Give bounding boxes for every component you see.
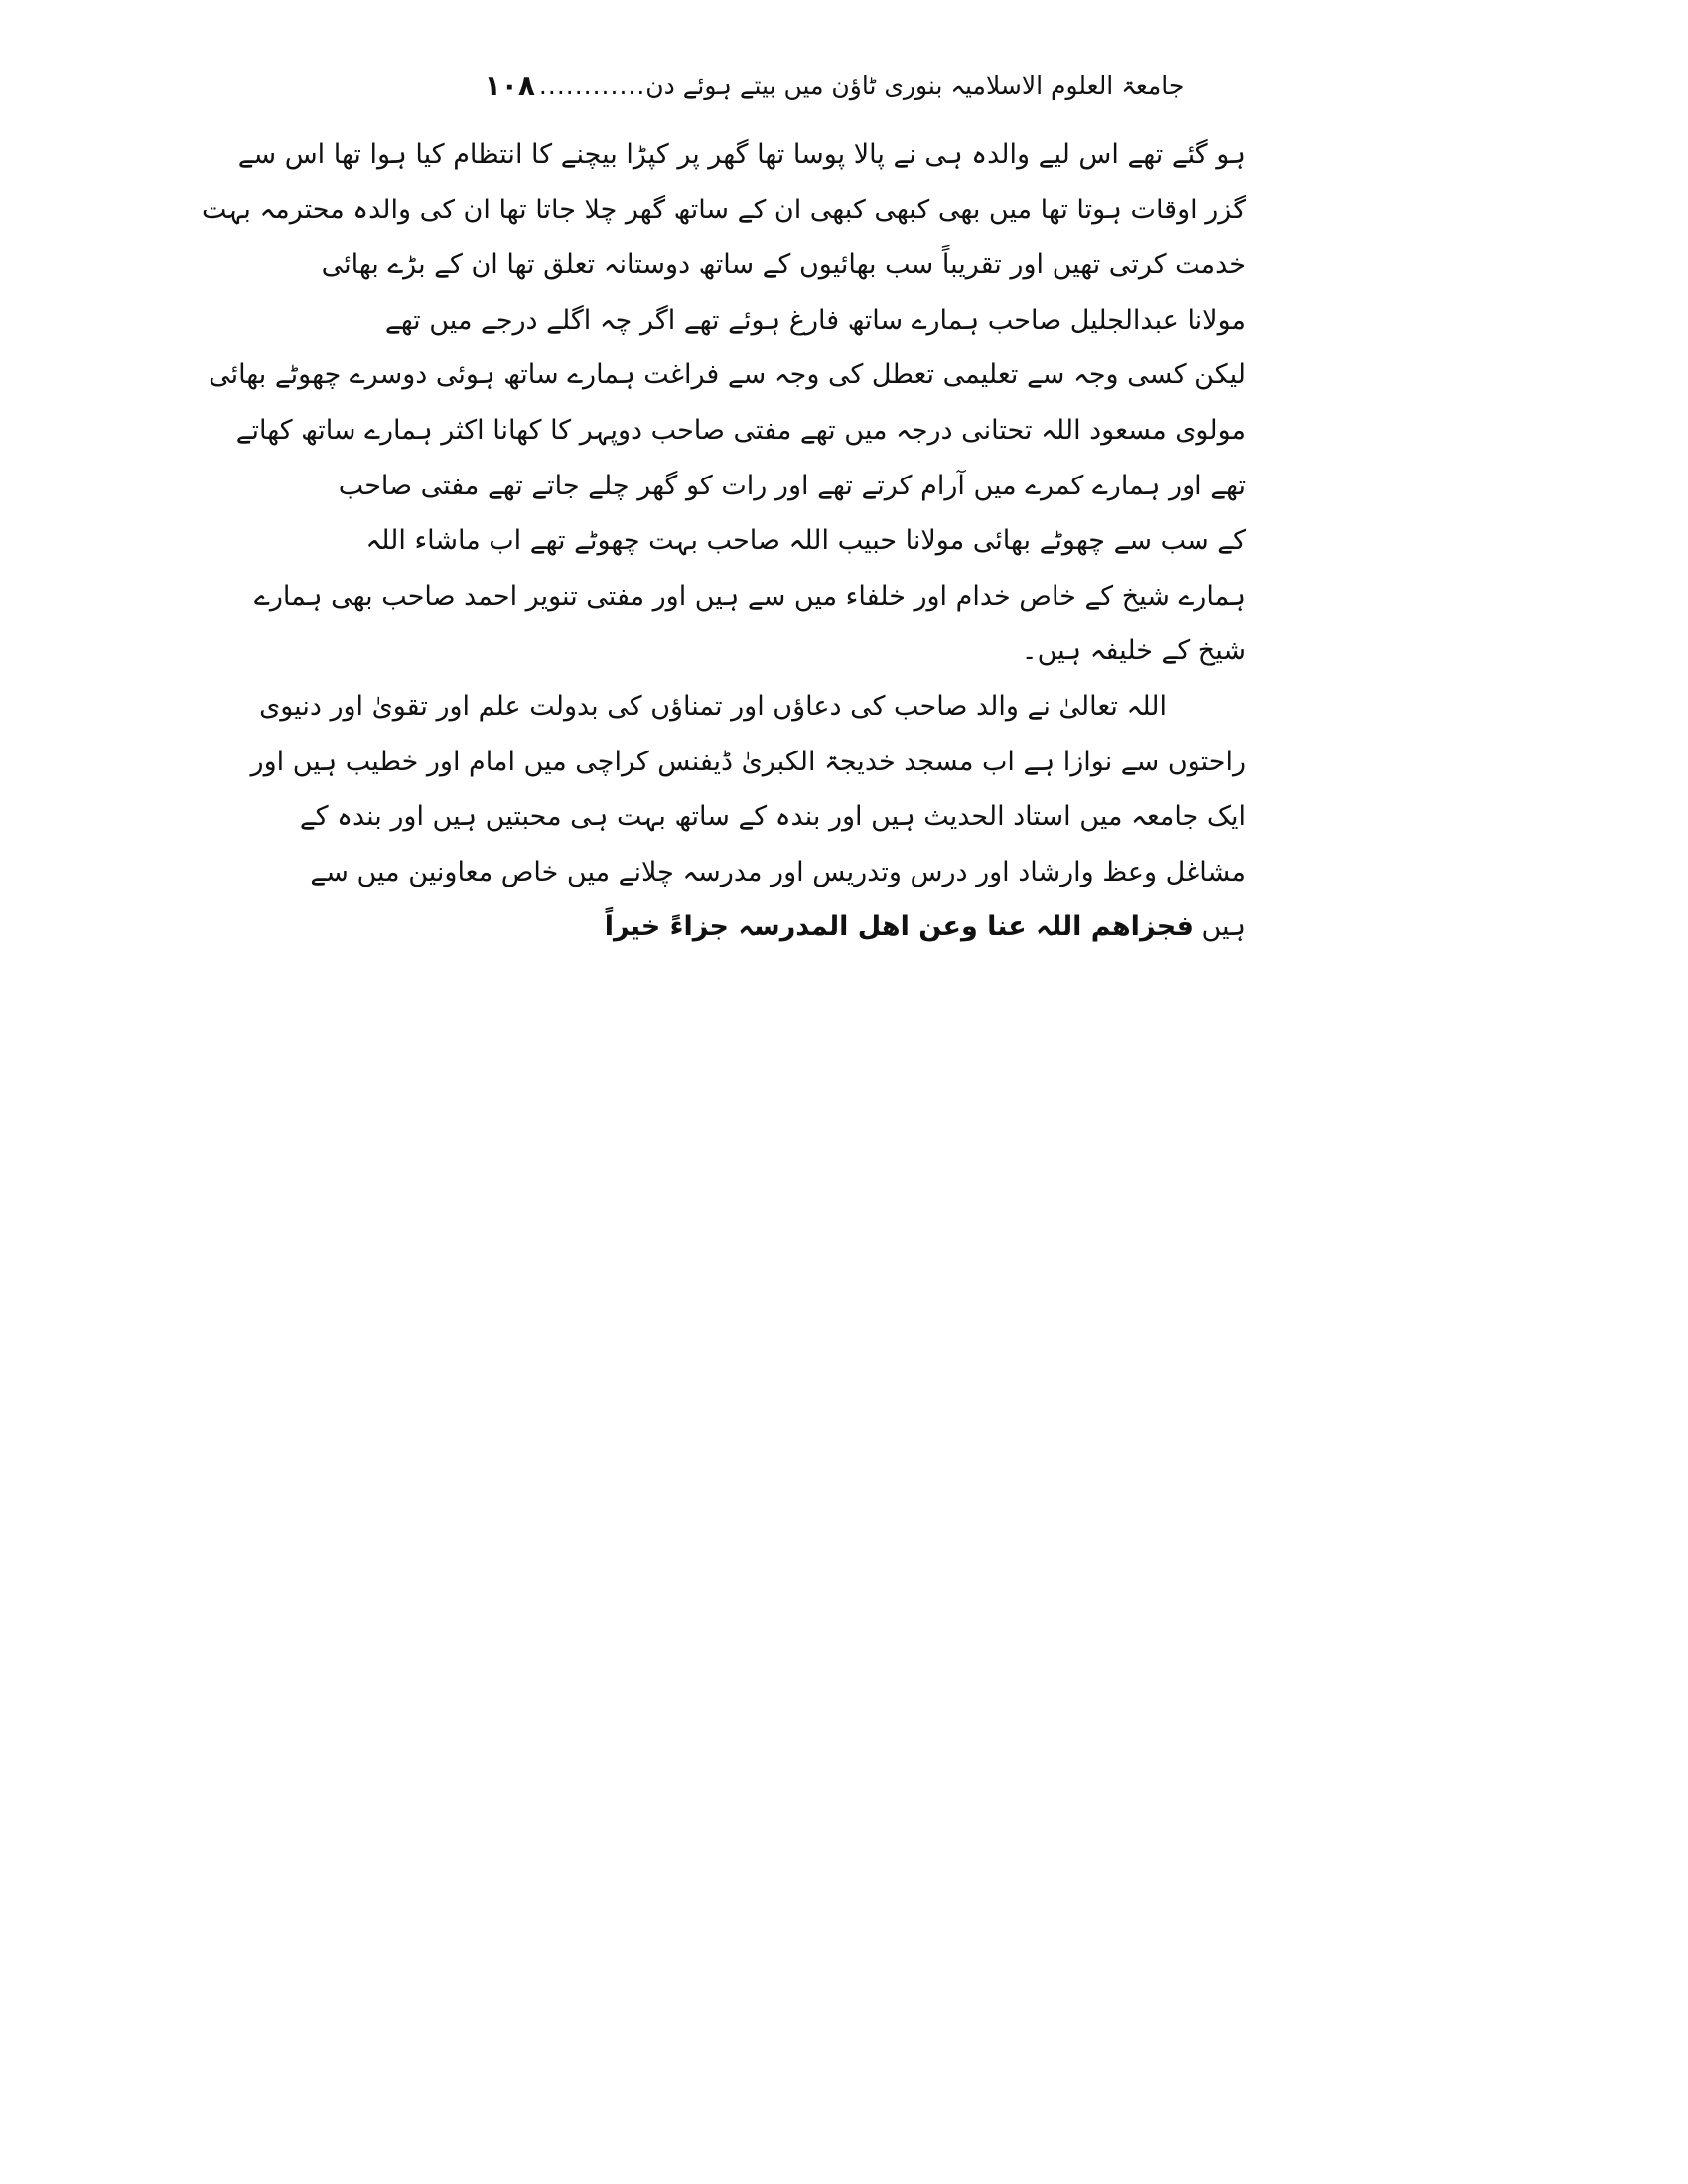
text-line: کے سب سے چھوٹے بھائی مولانا حبیب اللہ صاحب بہت چھوٹے تھے اب ماشاء اللہ <box>365 525 1246 557</box>
text-line: خدمت کرتی تھیں اور تقریباً سب بھائیوں کے ساتھ دوستانہ تعلق تھا ان کے بڑے بھائی <box>321 249 1246 281</box>
text-line: راحتوں سے نوازا ہے اب مسجد خدیجۃ الکبریٰ ڈیفنس کراچی میں امام اور خطیب ہیں اور <box>250 746 1246 777</box>
page-number: ۱۰۸ <box>484 68 535 102</box>
text-line: تھے اور ہمارے کمرے میں آرام کرتے تھے اور رات کو گھر چلے جاتے تھے مفتی صاحب <box>338 470 1246 501</box>
text-line: اللہ تعالیٰ نے والد صاحب کی دعاؤں اور تمناؤں کی بدولت علم اور تقویٰ اور دنیوی <box>259 690 1167 722</box>
text-line-final <box>422 899 1246 955</box>
header-leader-dots: ............ <box>538 70 646 100</box>
text-line: گزر اوقات ہوتا تھا میں بھی کبھی کبھی ان کے ساتھ گھر چلا جاتا تھا ان کی والدہ محترمہ بہت <box>202 194 1246 225</box>
running-header <box>422 62 1246 109</box>
body-text <box>202 127 1246 955</box>
paragraph-1 <box>202 127 1246 679</box>
closing-dua: فجزاھم اللہ عنا وعن اھل المدرسہ جزاءً خیراً <box>604 911 1194 943</box>
text-line: مولانا عبدالجلیل صاحب ہمارے ساتھ فارغ ہوئے تھے اگر چہ اگلے درجے میں تھے <box>384 304 1246 336</box>
text-line: مشاغل وعظ وارشاد اور درس وتدریس اور مدرسہ چلانے میں خاص معاونین میں سے <box>310 856 1246 887</box>
text-line: لیکن کسی وجہ سے تعلیمی تعطل کی وجہ سے فراغت ہمارے ساتھ ہوئی دوسرے چھوٹے بھائی <box>209 359 1246 391</box>
text-line: ہمارے شیخ کے خاص خدام اور خلفاء میں سے ہیں اور مفتی تنویر احمد صاحب بھی ہمارے <box>254 580 1246 612</box>
text-line: ہو گئے تھے اس لیے والدہ ہی نے پالا پوسا تھا گھر پر کپڑا بیچنے کا انتظام کیا ہوا تھا اس سے <box>237 139 1246 170</box>
text-line: شیخ کے خلیفہ ہیں۔ <box>1021 635 1246 667</box>
header-title: جامعۃ العلوم الاسلامیہ بنوری ٹاؤن میں بیتے ہوئے دن <box>645 70 1185 100</box>
paragraph-2 <box>250 679 1246 955</box>
text-line: مولوی مسعود اللہ تحتانی درجہ میں تھے مفتی صاحب دوپہر کا کھانا اکثر ہمارے ساتھ کھاتے <box>235 414 1246 446</box>
text-fragment: ہیں <box>1201 911 1246 943</box>
text-line: ایک جامعہ میں استاد الحدیث ہیں اور بندہ کے ساتھ بہت ہی محبتیں ہیں اور بندہ کے <box>299 801 1246 833</box>
